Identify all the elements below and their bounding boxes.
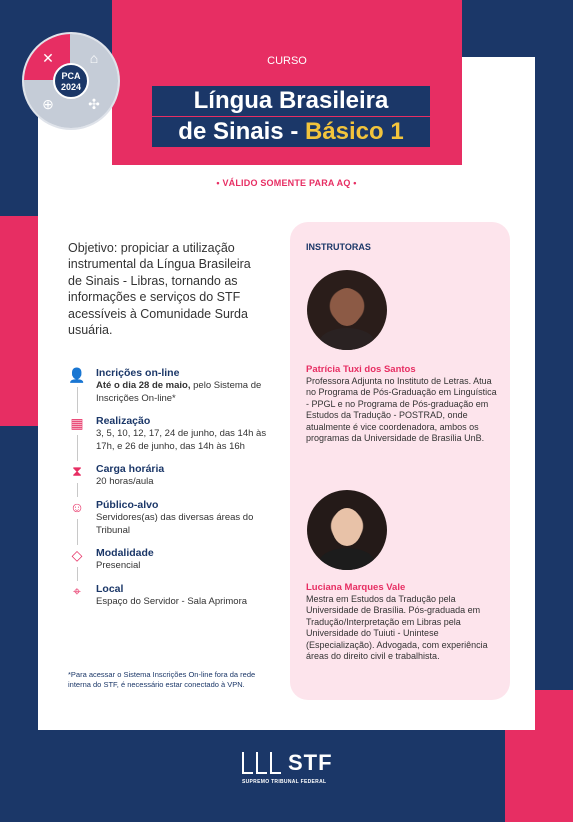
network-icon: ✣ (70, 80, 118, 128)
info-local (68, 582, 278, 609)
info-inscricoes (68, 366, 278, 405)
instructor-1-bio: Professora Adjunta no Instituto de Letras. Atua no Programa de Pós-Graduação em Linguística - PPGL e no Programa de Pós-graduação em Estudos da Tradução - POSTRAD, onde atualmente é vice coordenadora, ambos os programas da Universidade de Brasília UnB. (306, 376, 497, 444)
stf-logo (242, 750, 338, 790)
cross-tools-icon: ✕ (24, 34, 72, 82)
stf-wordmark: STF (288, 750, 333, 775)
carga-title: Carga horária (96, 463, 165, 476)
instructor-2-face (332, 508, 362, 546)
instructor-2-bio: Mestra em Estudos da Tradução pela Universidade de Brasília. Pós-graduada em Tradução/Interpretação em Libras pela Universidade do Tuiuti - Unintese (Especialização). Advogada, com experiência áreas do direito civil e trabalhista. (306, 594, 488, 662)
realizacao-title: Realização (96, 415, 151, 428)
connector-line (77, 387, 78, 413)
publico-detail: Servidores(as) das diversas áreas do Tribunal (96, 511, 254, 536)
inscricoes-title: Incrições on-line (96, 367, 180, 379)
building-icon: ⌂ (70, 34, 118, 82)
vpn-note: *Para acessar o Sistema Inscrições On-line fora da rede interna do STF, é necessário estar conectado à VPN. (68, 670, 256, 689)
info-carga (68, 462, 278, 489)
badge-year: 2024 (60, 82, 82, 92)
hourglass-icon: ⧗ (72, 463, 82, 480)
title-level: Básico 1 (304, 118, 404, 145)
stf-subtitle: SUPREMO TRIBUNAL FEDERAL (242, 779, 327, 785)
instructor-2-name: Luciana Marques Vale (306, 582, 406, 593)
title-line-2-text: de Sinais - (178, 118, 305, 145)
local-title: Local (96, 582, 124, 595)
objective-text: Objetivo: propiciar a utilização instrumental da Língua Brasileira de Sinais - Libras, tornando as informações e serviços do STF acessíveis à Comunidade Surda usuária. (68, 241, 251, 338)
calendar-icon: ▦ (70, 415, 84, 432)
local-detail: Espaço do Servidor - Sala Aprimora (96, 595, 248, 607)
target-icon: ⊕ (24, 80, 72, 128)
title-line-1: Língua Brasileira (152, 86, 430, 116)
info-modalidade (68, 546, 278, 573)
connector-line (77, 567, 78, 581)
connector-line (77, 435, 78, 461)
user-plus-icon: 👤 (68, 367, 86, 383)
info-publico (68, 498, 278, 537)
stf-columns-icon (242, 752, 286, 774)
instructors-heading: INSTRUTORAS (306, 242, 371, 252)
people-icon: ☺ (69, 498, 85, 515)
location-pin-icon: ⌖ (73, 582, 81, 599)
shapes-icon: ◇ (71, 547, 83, 564)
modalidade-title: Modalidade (96, 547, 154, 560)
instructor-1-face (332, 288, 362, 326)
carga-detail: 20 horas/aula (96, 476, 154, 488)
inscricoes-deadline: Até o dia 28 de maio, (96, 380, 191, 391)
publico-title: Público-alvo (96, 498, 159, 511)
course-info-list (68, 366, 278, 617)
decor-pink-left (0, 216, 40, 426)
modalidade-detail: Presencial (96, 560, 141, 572)
instructor-1-name: Patrícia Tuxi dos Santos (306, 364, 416, 375)
instructors-panel (290, 222, 510, 700)
info-realizacao (68, 414, 278, 453)
instructor-2-body (319, 548, 375, 570)
pca-badge-center (53, 63, 89, 99)
connector-line (77, 519, 78, 545)
course-label: CURSO (267, 55, 307, 67)
inscricoes-detail (96, 380, 278, 405)
pca-badge (22, 32, 120, 130)
audience-restriction: • VÁLIDO SOMENTE PARA AQ • (216, 178, 357, 188)
badge-label: PCA (61, 71, 81, 81)
inscricoes-system: pelo Sistema de Inscrições On-line* (96, 380, 262, 404)
instructor-1-body (319, 328, 375, 350)
realizacao-detail: 3, 5, 10, 12, 17, 24 de junho, das 14h às 17h, e 26 de junho, das 14h às 16h (96, 428, 267, 452)
instructor-2-photo (307, 490, 387, 570)
title-line-2 (152, 117, 430, 147)
connector-line (77, 483, 78, 497)
instructor-1-photo (307, 270, 387, 350)
